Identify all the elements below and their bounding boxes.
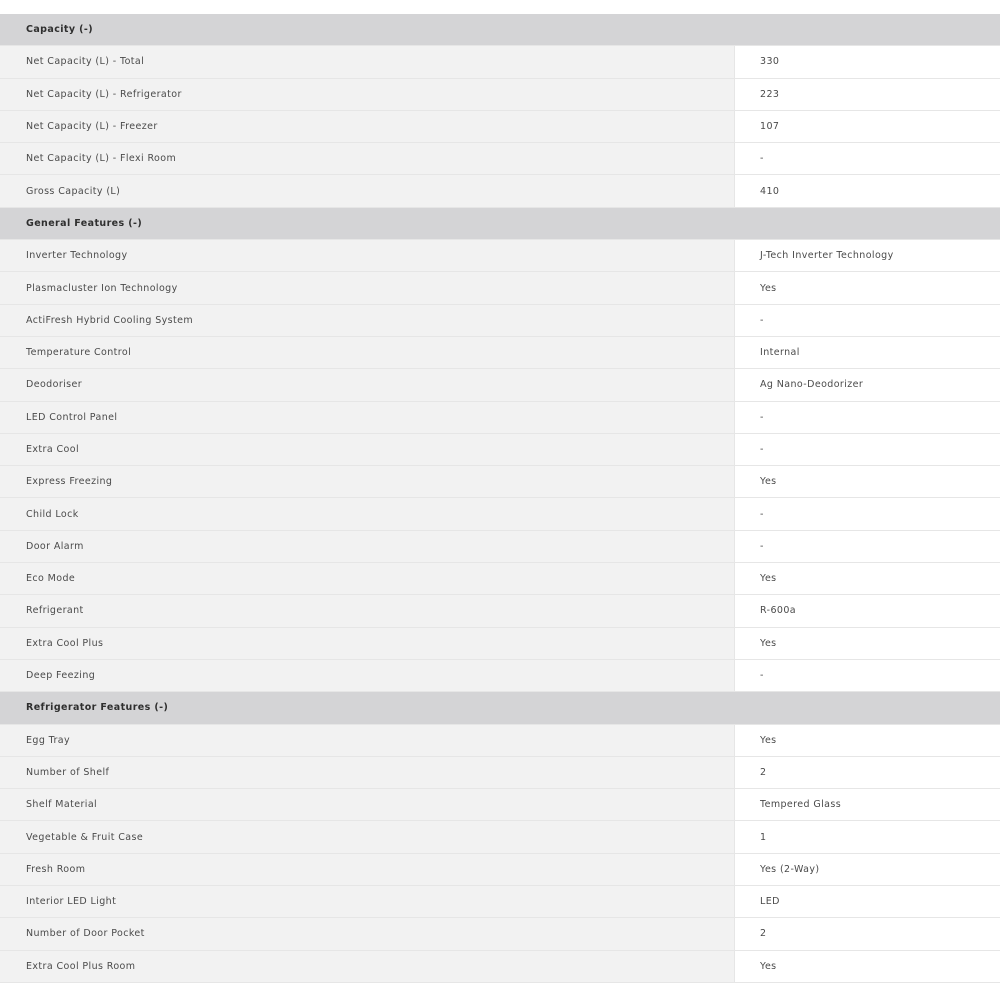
spec-label: Interior LED Light [0, 886, 735, 917]
spec-value: Yes [735, 563, 1000, 594]
spec-label: Inverter Technology [0, 240, 735, 271]
spec-row [0, 951, 1000, 983]
spec-value: 410 [735, 175, 1000, 206]
spec-row [0, 563, 1000, 595]
spec-row [0, 402, 1000, 434]
spec-row [0, 111, 1000, 143]
spec-label: LED Control Panel [0, 402, 735, 433]
spec-label: Egg Tray [0, 725, 735, 756]
spec-label: Plasmacluster Ion Technology [0, 272, 735, 303]
spec-row [0, 46, 1000, 78]
spec-value: - [735, 434, 1000, 465]
spec-label: Extra Cool [0, 434, 735, 465]
spec-value: Yes [735, 466, 1000, 497]
spec-row [0, 240, 1000, 272]
spec-row [0, 79, 1000, 111]
spec-value: 2 [735, 918, 1000, 949]
spec-row [0, 272, 1000, 304]
spec-row [0, 595, 1000, 627]
spec-row [0, 886, 1000, 918]
spec-row [0, 854, 1000, 886]
spec-value: Yes [735, 628, 1000, 659]
spec-value: Yes (2-Way) [735, 854, 1000, 885]
spec-row [0, 789, 1000, 821]
section-header[interactable]: Capacity (-) [0, 14, 1000, 46]
spec-label: Shelf Material [0, 789, 735, 820]
spec-value: 107 [735, 111, 1000, 142]
spec-value: 1 [735, 821, 1000, 852]
spec-value: Yes [735, 272, 1000, 303]
spec-row [0, 143, 1000, 175]
spec-label: Net Capacity (L) - Refrigerator [0, 79, 735, 110]
spec-row [0, 434, 1000, 466]
spec-table [0, 14, 1000, 983]
spec-value: - [735, 531, 1000, 562]
spec-value: 223 [735, 79, 1000, 110]
spec-label: Door Alarm [0, 531, 735, 562]
spec-value: Yes [735, 951, 1000, 982]
spec-label: Vegetable & Fruit Case [0, 821, 735, 852]
spec-row [0, 175, 1000, 207]
spec-value: - [735, 498, 1000, 529]
spec-value: R-600a [735, 595, 1000, 626]
spec-row [0, 821, 1000, 853]
spec-row [0, 369, 1000, 401]
section-header[interactable]: Refrigerator Features (-) [0, 692, 1000, 724]
spec-row [0, 757, 1000, 789]
spec-value: - [735, 660, 1000, 691]
section-header[interactable]: General Features (-) [0, 208, 1000, 240]
spec-label: Net Capacity (L) - Total [0, 46, 735, 77]
spec-label: Gross Capacity (L) [0, 175, 735, 206]
spec-value: Tempered Glass [735, 789, 1000, 820]
spec-value: - [735, 402, 1000, 433]
spec-row [0, 628, 1000, 660]
spec-label: Express Freezing [0, 466, 735, 497]
spec-value: Internal [735, 337, 1000, 368]
spec-label: Fresh Room [0, 854, 735, 885]
spec-value: LED [735, 886, 1000, 917]
spec-label: Number of Door Pocket [0, 918, 735, 949]
spec-value: 2 [735, 757, 1000, 788]
spec-row [0, 531, 1000, 563]
spec-row [0, 498, 1000, 530]
spec-value: J-Tech Inverter Technology [735, 240, 1000, 271]
spec-label: Extra Cool Plus Room [0, 951, 735, 982]
spec-label: Net Capacity (L) - Flexi Room [0, 143, 735, 174]
spec-row [0, 305, 1000, 337]
spec-row [0, 337, 1000, 369]
spec-label: Refrigerant [0, 595, 735, 626]
spec-value: 330 [735, 46, 1000, 77]
spec-label: Net Capacity (L) - Freezer [0, 111, 735, 142]
spec-label: Eco Mode [0, 563, 735, 594]
spec-label: ActiFresh Hybrid Cooling System [0, 305, 735, 336]
spec-row [0, 725, 1000, 757]
spec-label: Extra Cool Plus [0, 628, 735, 659]
spec-value: Yes [735, 725, 1000, 756]
spec-row [0, 466, 1000, 498]
spec-label: Deep Feezing [0, 660, 735, 691]
spec-label: Number of Shelf [0, 757, 735, 788]
spec-label: Child Lock [0, 498, 735, 529]
spec-value: - [735, 305, 1000, 336]
spec-label: Deodoriser [0, 369, 735, 400]
spec-value: - [735, 143, 1000, 174]
spec-value: Ag Nano-Deodorizer [735, 369, 1000, 400]
spec-row [0, 660, 1000, 692]
spec-row [0, 918, 1000, 950]
spec-label: Temperature Control [0, 337, 735, 368]
